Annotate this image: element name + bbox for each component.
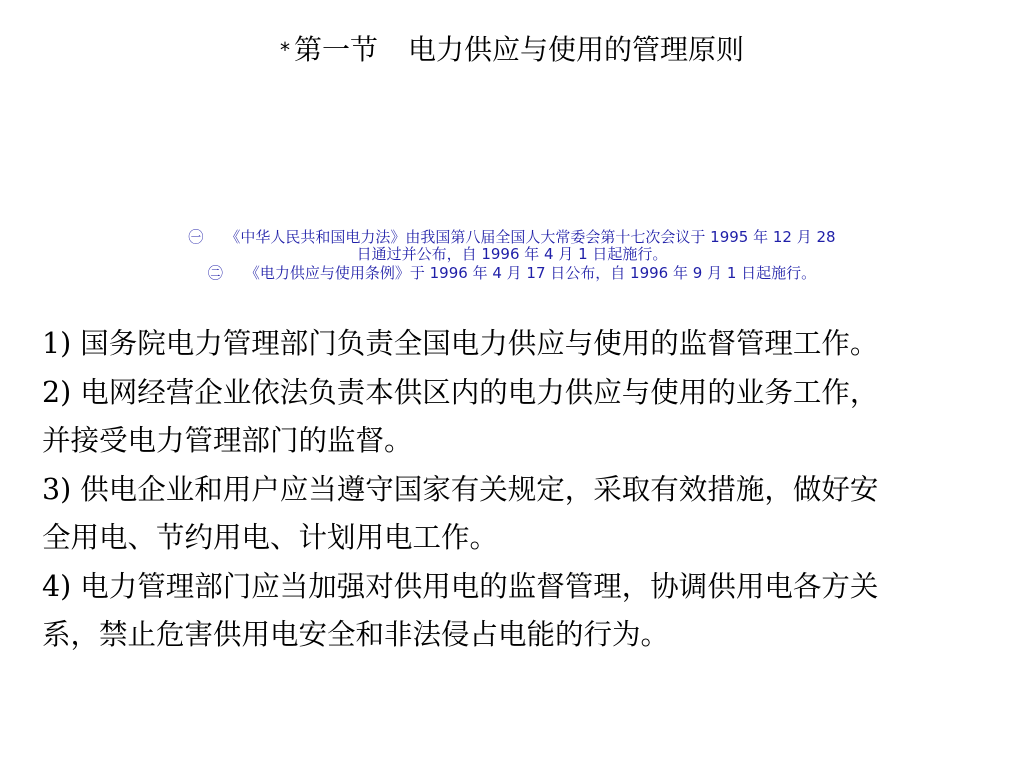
body-line-4: 3) 供电企业和用户应当遵守国家有关规定，采取有效措施，做好安 [42,472,879,506]
footnotes [0,229,1024,282]
body-line-6: 4) 电力管理部门应当加强对供用电的监督管理，协调供用电各方关 [42,569,879,603]
footnote-1-marker: ㊀ [188,228,204,246]
footnote-1-text-line-1: 《中华人民共和国电力法》由我国第八届全国人大常委会第十七次会议于 1995 年 12 月 28 [225,228,836,246]
title-section: 第一节 [293,33,378,66]
footnote-1 [0,229,1024,263]
body-line-1: 1) 国务院电力管理部门负责全国电力供应与使用的监督管理工作。 [42,327,879,360]
page-title [0,28,1024,72]
title-star: * [279,38,290,62]
footnote-1-text-line-2: 日通过并公布，自 1996 年 4 月 1 日起施行。 [356,245,668,263]
body-paragraphs [42,320,962,660]
body-line-2: 2) 电网经营企业依法负责本供区内的电力供应与使用的业务工作， [42,375,879,409]
title-heading: 电力供应与使用的管理原则 [408,33,745,66]
footnote-2-text: 《电力供应与使用条例》于 1996 年 4 月 17 日公布，自 1996 年 9 月 1 日起施行。 [244,264,817,282]
footnote-2 [0,265,1024,282]
footnote-2-marker: ㊁ [207,264,223,282]
body-line-7: 系，禁止危害供用电安全和非法侵占电能的行为。 [42,618,670,651]
body-line-5: 全用电、节约用电、计划用电工作。 [42,521,499,554]
body-line-3: 并接受电力管理部门的监督。 [42,424,413,457]
